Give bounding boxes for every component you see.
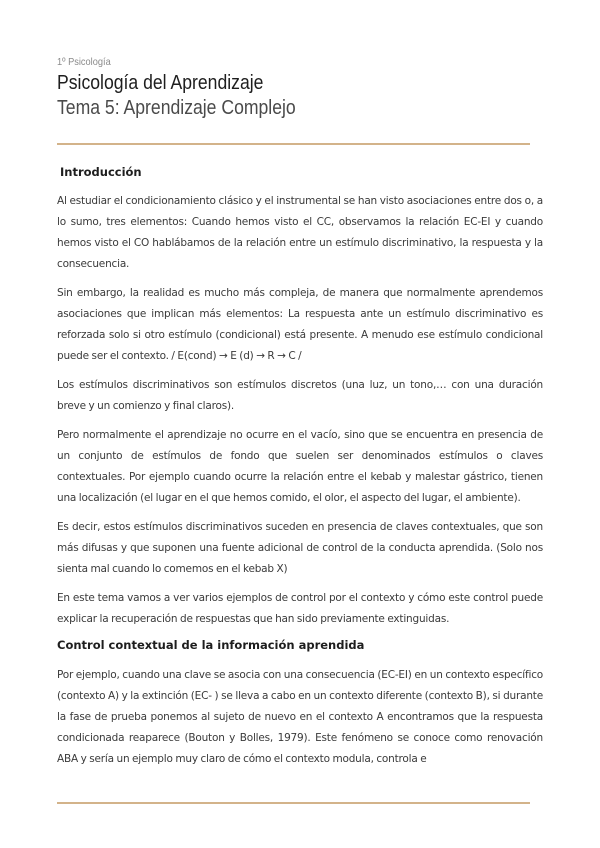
- paragraph: En este tema vamos a ver varios ejemplos de control por el contexto y cómo este control puede explicar la recuperación de respuestas que han sido previamente extinguidas.: [57, 592, 543, 625]
- document-header: [57, 56, 328, 120]
- subject-title: Psicología del Aprendizaje: [57, 72, 264, 94]
- paragraph: Sin embargo, la realidad es mucho más compleja, de manera que normalmente aprendemos asociaciones que implican más elementos: La respuesta ante un estímulo discriminativo es reforzada solo si otro estímulo (condicional) está presente. A menudo ese estímulo condicional puede ser el contexto. / E(cond) → E (d) → R → C /: [57, 287, 543, 362]
- paragraph: Pero normalmente el aprendizaje no ocurre en el vacío, sino que se encuentra en presencia de un conjunto de estímulos de fondo que suelen ser denominados estímulos o claves contextuales. Por ejemplo cuando ocurre la relación entre el kebab y malestar gástrico, tienen una localización (el lugar en el que hemos comido, el olor, el aspecto del lugar, el ambiente).: [57, 429, 543, 504]
- section-heading-introduccion: Introducción: [60, 165, 142, 179]
- paragraph: Es decir, estos estímulos discriminativos suceden en presencia de claves contextuales, que son más difusas y que suponen una fuente adicional de control de la conducta aprendida. (Solo nos sienta mal cuando lo comemos en el kebab X): [57, 521, 543, 575]
- footer-divider: [57, 802, 530, 804]
- course-label: 1º Psicología: [57, 56, 111, 68]
- topic-title: Tema 5: Aprendizaje Complejo: [57, 97, 296, 119]
- document-body: [57, 165, 543, 778]
- paragraph: Los estímulos discriminativos son estímulos discretos (una luz, un tono,… con una duración breve y un comienzo y final claros).: [57, 379, 543, 412]
- header-divider: [57, 143, 530, 145]
- section-heading-control-contextual: Control contextual de la información aprendida: [57, 638, 365, 652]
- paragraph: Al estudiar el condicionamiento clásico y el instrumental se han visto asociaciones entre dos o, a lo sumo, tres elementos: Cuando hemos visto el CC, observamos la relación EC-EI y cuando hemos visto el CO hablábamos de la relación entre un estímulo discriminativo, la respuesta y la consecuencia.: [57, 195, 543, 270]
- paragraph: Por ejemplo, cuando una clave se asocia con una consecuencia (EC-EI) en un contexto específico (contexto A) y la extinción (EC- ) se lleva a cabo en un contexto diferente (contexto B), si durante la fase de prueba ponemos al sujeto de nuevo en el contexto A encontramos que la respuesta condicionada reaparece (Bouton y Bolles, 1979). Este fenómeno se conoce como renovación ABA y sería un ejemplo muy claro de cómo el contexto modula, controla e: [57, 669, 543, 765]
